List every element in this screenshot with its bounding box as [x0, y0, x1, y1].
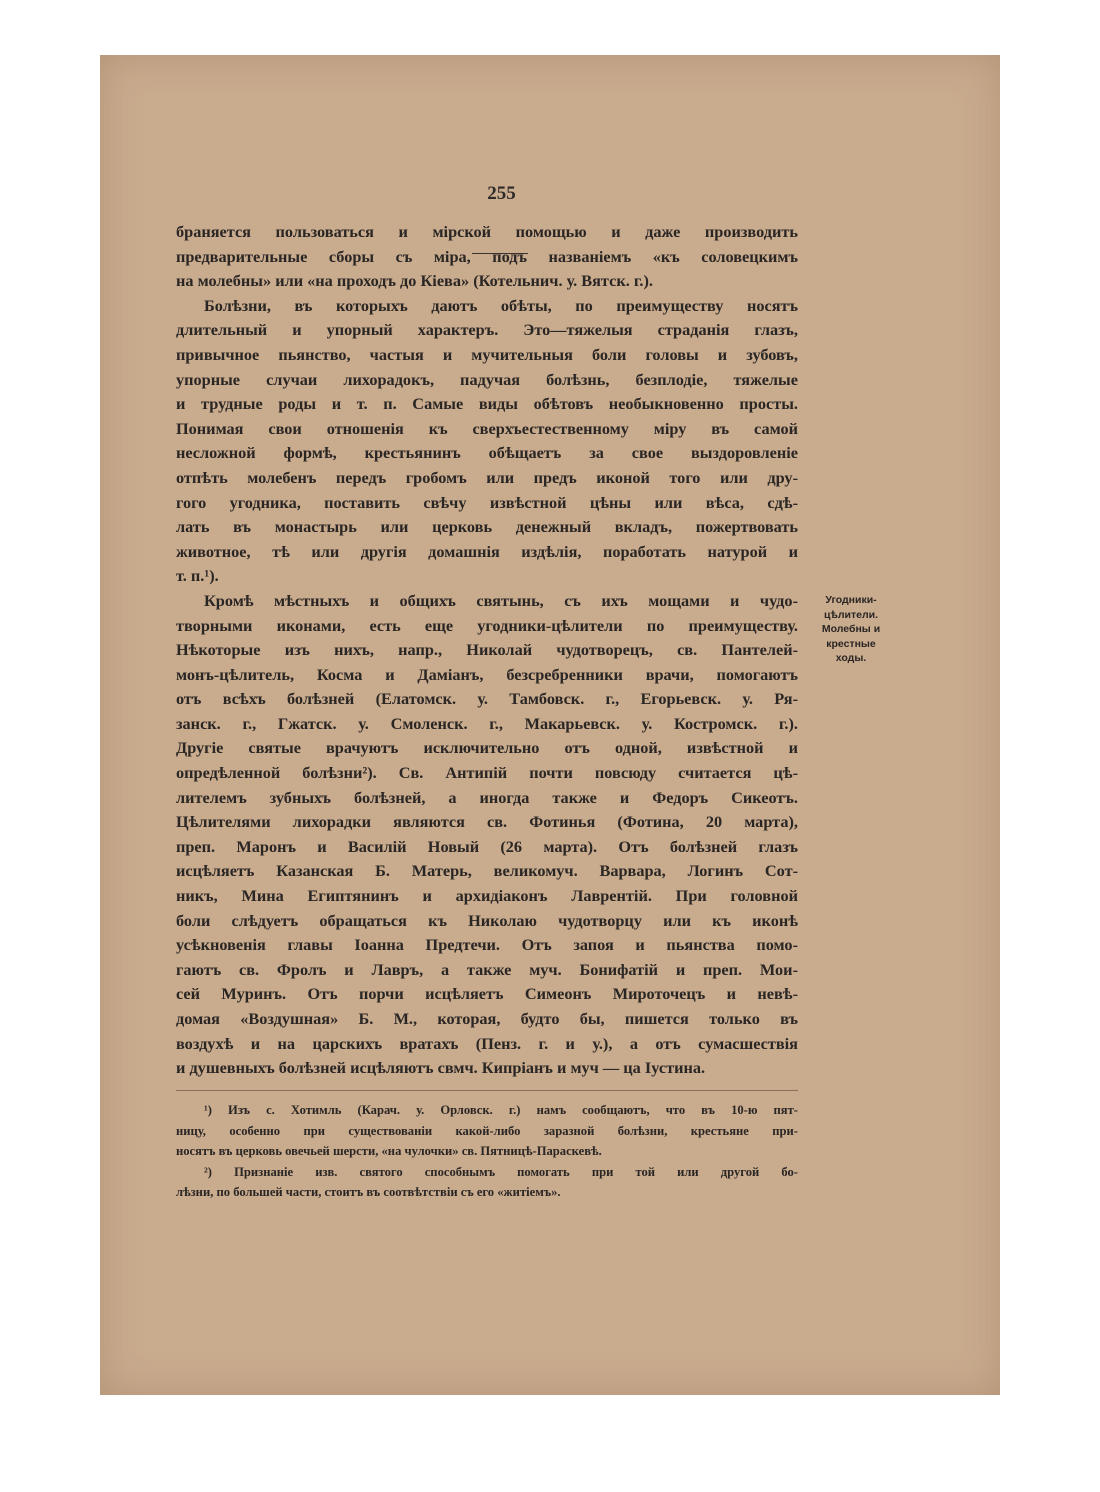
- margin-note-line: цѣлители.: [824, 608, 878, 621]
- text-line: и душевныхъ болѣзней исцѣляютъ свмч. Кипріанъ и муч — ца Іустина.: [176, 1058, 706, 1078]
- text-line: т. п.¹).: [176, 566, 219, 586]
- text-line: животное, тѣ или другія домашнія издѣлія, поработать натурой и: [176, 541, 798, 561]
- text-line: Понимая свои отношенія къ сверхъестественному міру въ самой: [176, 418, 798, 438]
- text-line: браняется пользоваться и мірской помощью и даже производить: [176, 222, 798, 241]
- footnote-line: ницу, особенно при существованіи какой-либо заразной болѣзни, крестьяне при-: [176, 1123, 798, 1138]
- text-line: упорные случаи лихорадокъ, падучая болѣзнь, безплодіе, тяжелые: [176, 369, 798, 389]
- text-line: Болѣзни, въ которыхъ даютъ обѣты, по преимуществу носятъ: [204, 295, 798, 315]
- footnotes: [176, 1100, 798, 1203]
- main-text: [176, 220, 798, 1081]
- footnote-line: носятъ въ церковь овечьей шерсти, «на чулочки» св. Пятницѣ-Параскевѣ.: [176, 1144, 602, 1159]
- text-line: гаютъ св. Фролъ и Лавръ, а также муч. Бонифатій и преп. Мои-: [176, 959, 798, 979]
- text-line: опредѣленной болѣзни²). Св. Антипій почти повсюду считается цѣ-: [176, 763, 798, 783]
- book-page: [100, 55, 1000, 1395]
- text-line: исцѣляетъ Казанская Б. Матерь, великомуч. Варвара, Логинъ Сот-: [176, 861, 798, 881]
- margin-note-line: ходы.: [835, 652, 867, 664]
- margin-note-line: Угодники-: [825, 594, 877, 606]
- text-line: преп. Маронъ и Василій Новый (26 марта). Отъ болѣзней глазъ: [176, 836, 798, 856]
- text-line: Другіе святые врачуютъ исключительно отъ одной, извѣстной и: [176, 738, 798, 758]
- margin-note-line: крестные: [826, 637, 876, 650]
- text-line: несложной формѣ, крестьянинъ обѣщаетъ за свое выздоровленіе: [176, 443, 798, 463]
- text-line: длительный и упорный характеръ. Это—тяжелыя страданія глазъ,: [176, 320, 798, 340]
- text-line: Цѣлителями лихорадки являются св. Фотинья (Фотина, 20 марта),: [176, 812, 798, 832]
- text-line: творными иконами, есть еще угодники-цѣлители по преимуществу.: [176, 615, 798, 635]
- footnote-line: лѣзни, по большей части, стоитъ въ соотвѣтствіи съ его «житіемъ».: [176, 1185, 561, 1200]
- text-line: сей Муринъ. Отъ порчи исцѣляетъ Симеонъ Мироточецъ и невѣ-: [176, 984, 798, 1004]
- margin-note: [807, 593, 895, 666]
- text-line: привычное пьянство, частыя и мучительныя боли головы и зубовъ,: [176, 344, 798, 364]
- text-line: лителемъ зубныхъ болѣзней, а иногда также и Федоръ Сикеотъ.: [176, 787, 798, 807]
- text-line: Нѣкоторые изъ нихъ, напр., Николай чудотворецъ, св. Пантелей-: [176, 640, 798, 660]
- text-line: отпѣть молебенъ передъ гробомъ или предъ иконой того или дру-: [176, 467, 798, 487]
- margin-note-line: Молебны и: [821, 623, 881, 635]
- text-line: монъ-цѣлитель, Косма и Даміанъ, безсребренники врачи, помогаютъ: [176, 664, 798, 684]
- footnote-line: ²) Признаніе изв. святого способнымъ помогать при той или другой бо-: [204, 1164, 798, 1179]
- text-line: гого угодника, поставить свѣчу извѣстной цѣны или вѣса, сдѣ-: [176, 492, 798, 512]
- text-line: и трудные роды и т. п. Самые виды обѣтовъ необыкновенно просты.: [176, 394, 798, 414]
- text-line: домая «Воздушная» Б. М., которая, будто бы, пишется только въ: [176, 1009, 798, 1028]
- text-line: боли слѣдуетъ обращаться къ Николаю чудотворцу или къ иконѣ: [176, 910, 798, 930]
- text-line: усѣкновенія главы Іоанна Предтечи. Отъ запоя и пьянства помо-: [176, 935, 798, 955]
- page-number: 255: [487, 183, 516, 204]
- footnote-line: ¹) Изъ с. Хотимль (Карач. у. Орловск. г.) намъ сообщаютъ, что въ 10-ю пят-: [204, 1103, 798, 1117]
- text-line: Кромѣ мѣстныхъ и общихъ святынь, съ ихъ мощами и чудо-: [204, 590, 798, 610]
- text-line: никъ, Мина Египтянинъ и архидіаконъ Лаврентій. При головной: [176, 886, 798, 906]
- text-line: отъ всѣхъ болѣзней (Елатомск. у. Тамбовск. г., Егорьевск. у. Ря-: [176, 689, 798, 709]
- text-line: лать въ монастырь или церковь денежный вкладъ, пожертвовать: [176, 517, 798, 537]
- text-line: занск. г., Гжатск. у. Смоленск. г., Макарьевск. у. Костромск. г.).: [176, 713, 798, 733]
- text-line: предварительные сборы съ міра, подъ названіемъ «къ соловецкимъ: [176, 246, 798, 266]
- text-line: воздухѣ и на царскихъ вратахъ (Пенз. г. и у.), а отъ сумасшествія: [176, 1033, 798, 1053]
- text-line: на молебны» или «на проходъ до Кіева» (Котельнич. у. Вятск. г.).: [176, 271, 653, 291]
- footnote-divider: [176, 1090, 798, 1091]
